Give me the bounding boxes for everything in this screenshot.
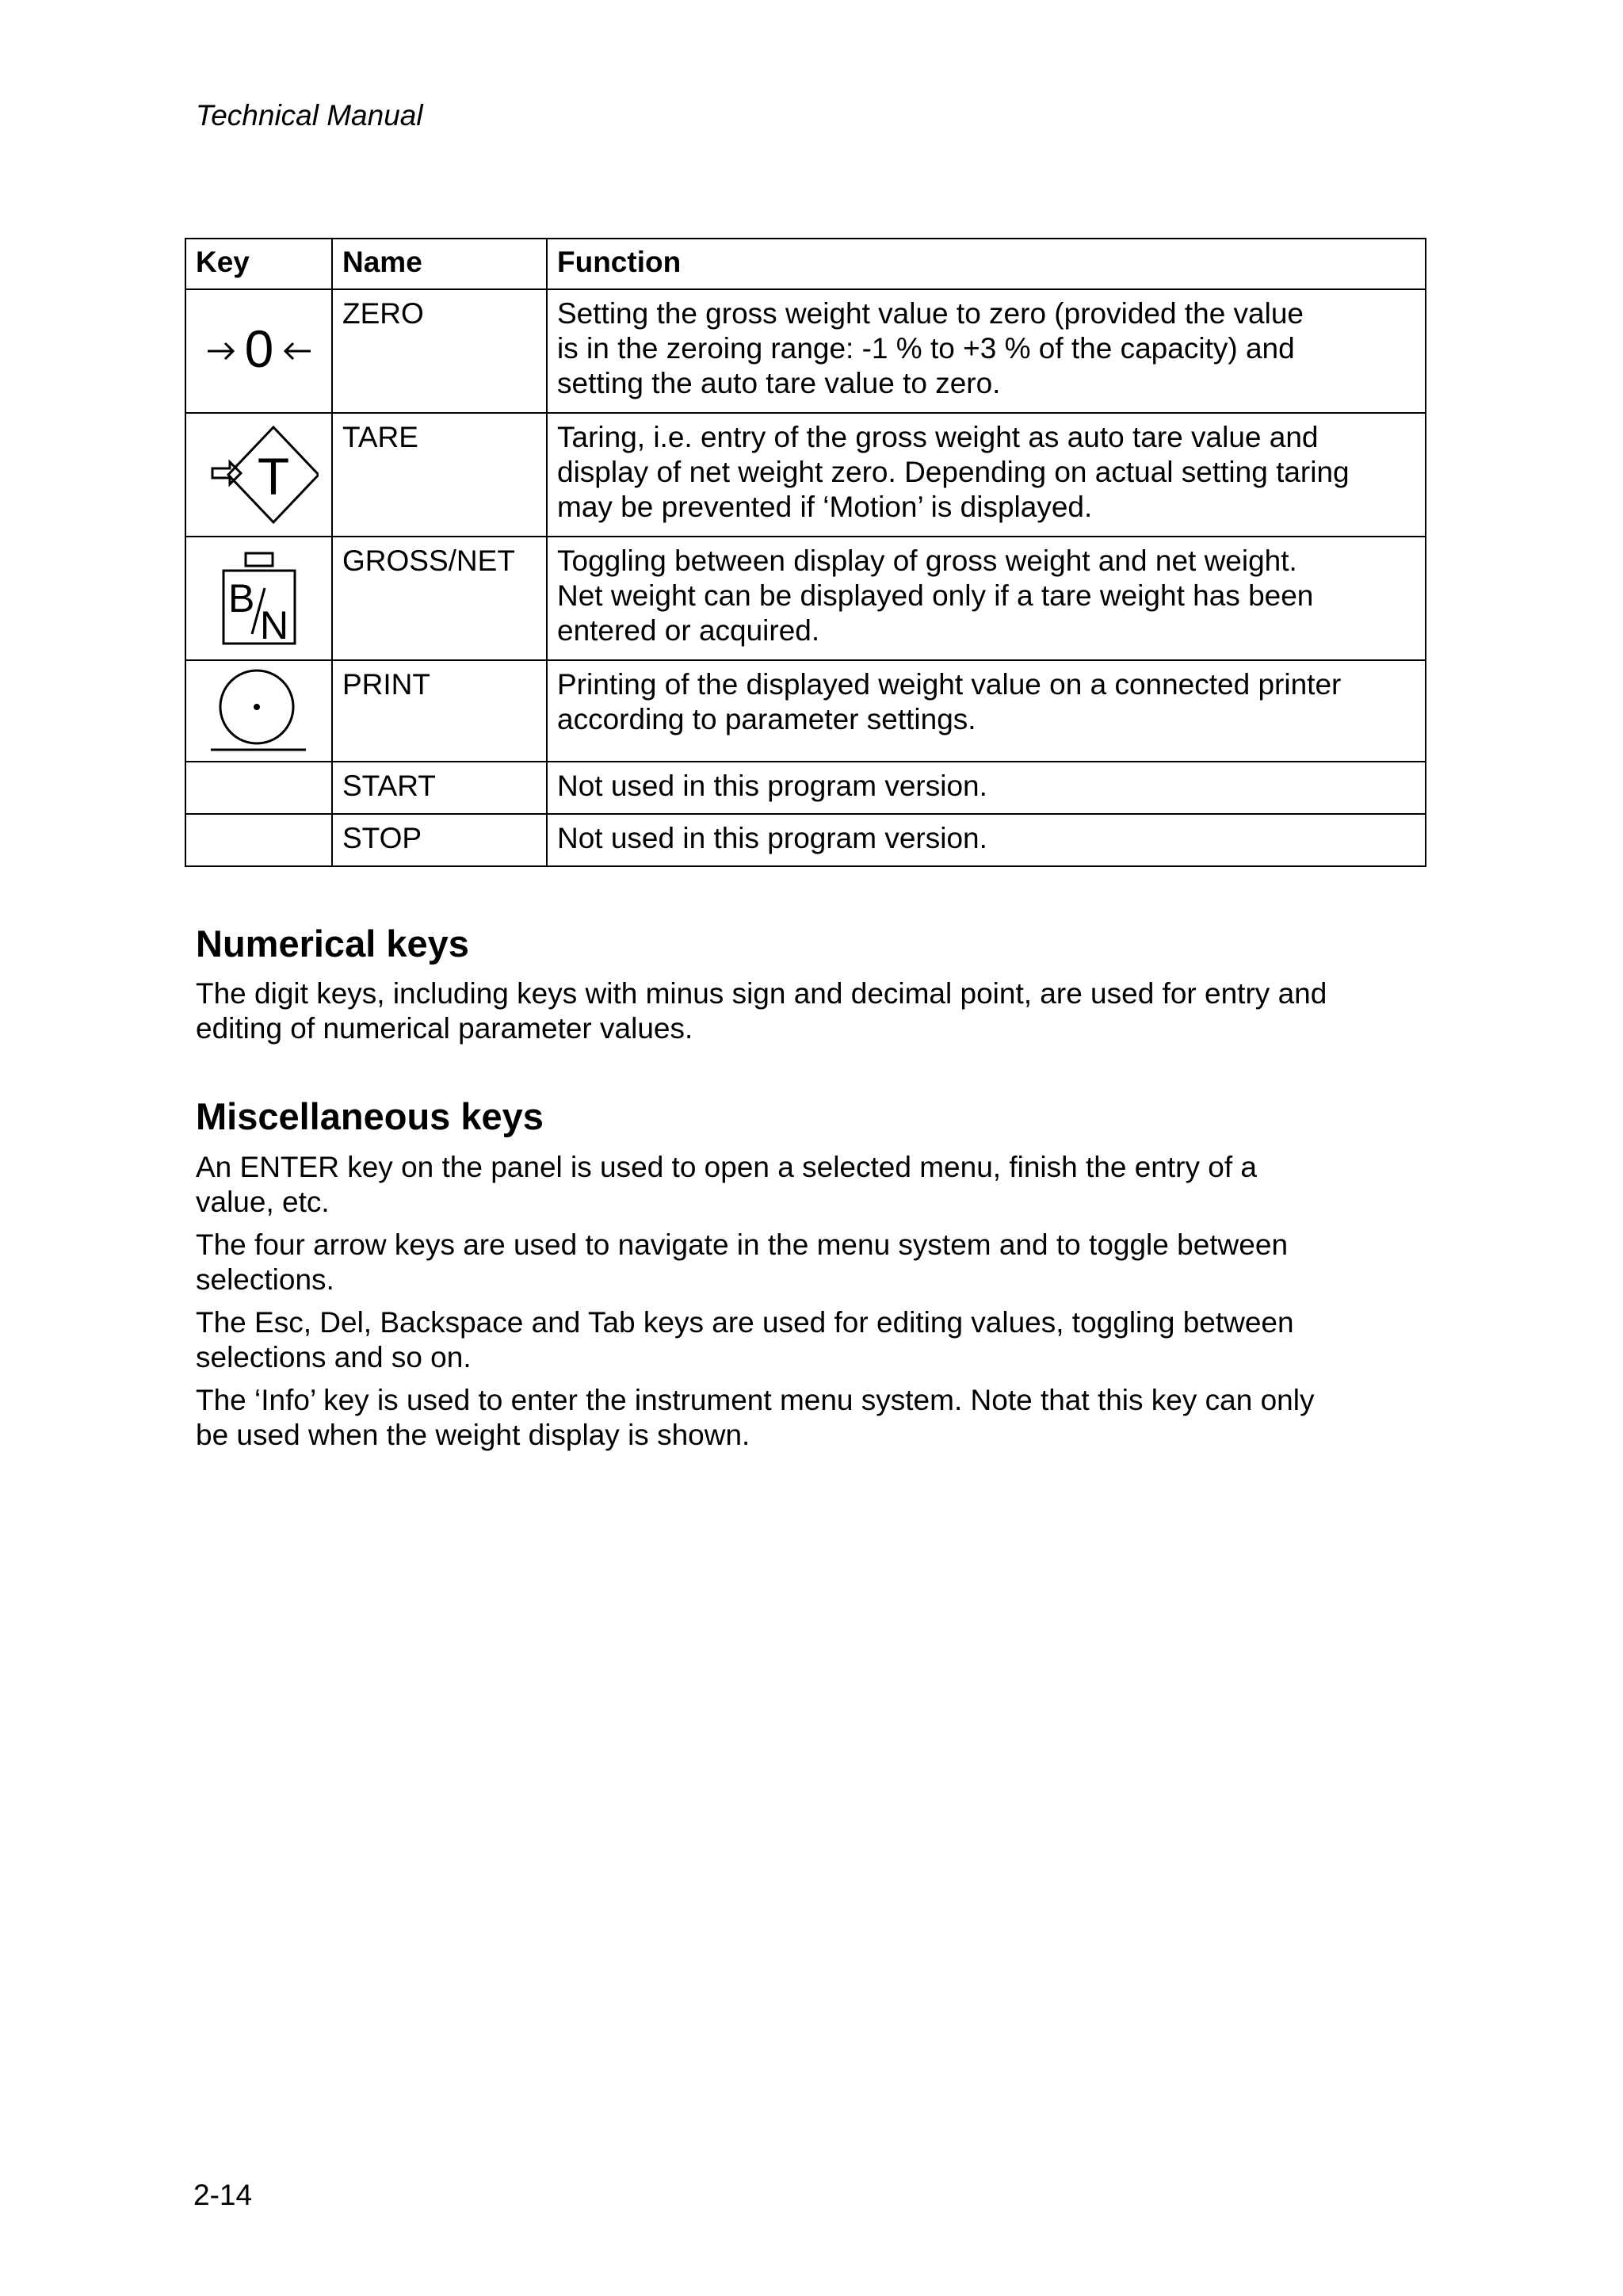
key-function: Taring, i.e. entry of the gross weight as auto tare value and display of net weight zero. Depending on actual setting taring may be prevented if ‘Motion’ is displayed. — [547, 413, 1426, 537]
key-name: ZERO — [332, 289, 547, 413]
key-function: Setting the gross weight value to zero (provided the value is in the zeroing range: -1 % to +3 % of the capacity) and setting the auto tare value to zero. — [547, 289, 1426, 413]
tare-key-glyph: T — [257, 447, 289, 506]
print-key-icon — [208, 667, 311, 755]
net-glyph: N — [259, 603, 288, 648]
page-number: 2-14 — [193, 2179, 253, 2211]
numerical-keys-heading: Numerical keys — [196, 923, 469, 965]
tare-key-icon — [200, 423, 319, 526]
key-function: Toggling between display of gross weight and net weight. Net weight can be displayed only if a tare weight has been entered or acquired. — [547, 537, 1426, 660]
zero-key-icon — [200, 311, 319, 391]
misc-paragraph-arrows: The four arrow keys are used to navigate in the menu system and to toggle between selections. — [196, 1228, 1289, 1296]
table-row — [185, 762, 1426, 814]
header-name: Name — [332, 239, 547, 289]
table-row — [185, 660, 1426, 762]
key-cell — [185, 413, 332, 537]
table-row — [185, 814, 1426, 866]
key-cell — [185, 289, 332, 413]
table-row — [185, 413, 1426, 537]
key-function: Not used in this program version. — [547, 762, 1426, 814]
misc-paragraph-enter: An ENTER key on the panel is used to open a selected menu, finish the entry of a value, etc. — [196, 1151, 1257, 1218]
key-function: Printing of the displayed weight value on a connected printer according to parameter settings. — [547, 660, 1426, 762]
key-name: START — [332, 762, 547, 814]
gross-glyph: B — [227, 576, 254, 621]
header-key: Key — [185, 239, 332, 289]
zero-key-glyph: 0 — [244, 319, 273, 378]
key-name: TARE — [332, 413, 547, 537]
key-name: STOP — [332, 814, 547, 866]
key-cell — [185, 814, 332, 866]
header-function: Function — [547, 239, 1426, 289]
key-name: GROSS/NET — [332, 537, 547, 660]
key-cell — [185, 762, 332, 814]
table-header-row — [185, 239, 1426, 289]
table-row — [185, 289, 1426, 413]
key-function: Not used in this program version. — [547, 814, 1426, 866]
gross-net-key-icon — [216, 547, 303, 650]
key-name: PRINT — [332, 660, 547, 762]
misc-paragraph-info: The ‘Info’ key is used to enter the instrument menu system. Note that this key can only be used when the weight display is shown. — [196, 1384, 1315, 1451]
table-row — [185, 537, 1426, 660]
numerical-keys-paragraph: The digit keys, including keys with minus sign and decimal point, are used for entry and editing of numerical parameter values. — [196, 977, 1327, 1045]
key-function-table — [185, 238, 1426, 867]
running-header: Technical Manual — [196, 99, 423, 132]
misc-paragraph-editing: The Esc, Del, Backspace and Tab keys are used for editing values, toggling between selections and so on. — [196, 1306, 1294, 1373]
key-cell — [185, 660, 332, 762]
key-cell — [185, 537, 332, 660]
miscellaneous-keys-heading: Miscellaneous keys — [196, 1095, 544, 1137]
